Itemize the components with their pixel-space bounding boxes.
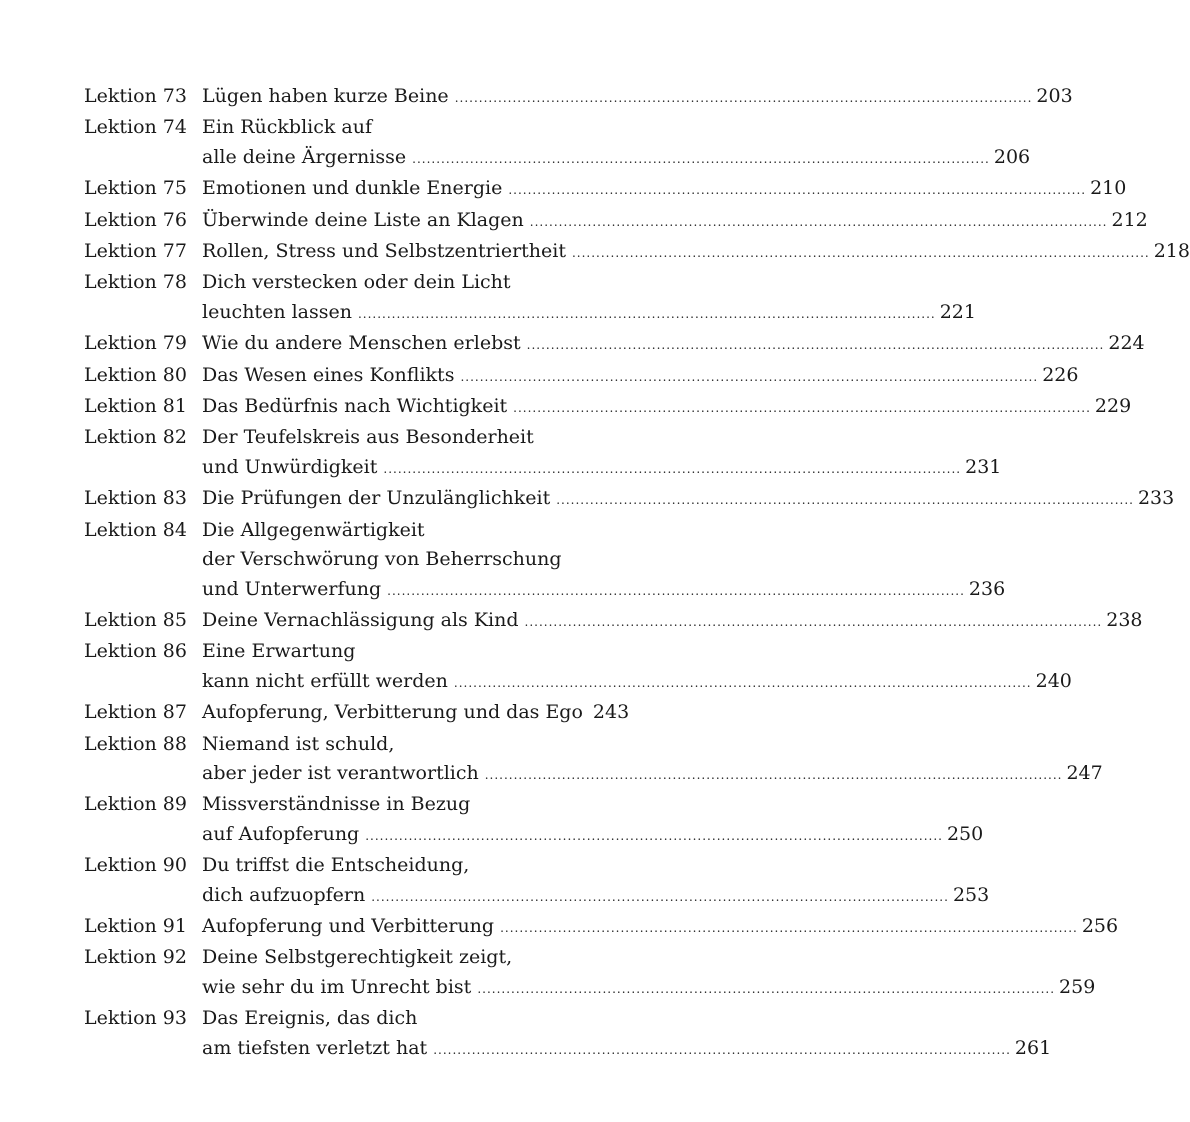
lesson-title-last-line xyxy=(202,973,1096,1004)
lesson-title-line: am tiefsten verletzt hat xyxy=(202,1036,428,1059)
lesson-title-last-line xyxy=(202,698,629,729)
lesson-title-last-line xyxy=(202,237,1190,268)
lesson-title xyxy=(202,361,1079,392)
lesson-title xyxy=(202,730,1103,791)
dot-leader: ........................................................................................................................ xyxy=(526,338,1105,353)
page-number: 221 xyxy=(939,300,976,323)
toc-entry[interactable] xyxy=(84,851,990,912)
lesson-number: Lektion 87 xyxy=(84,701,187,724)
lesson-title-line: wie sehr du im Unrecht bist xyxy=(202,975,472,998)
lesson-title-line: Deine Selbstgerechtigkeit zeigt, xyxy=(202,946,513,969)
lesson-title xyxy=(202,1004,1052,1065)
dot-leader: ........................................................................................................................ xyxy=(524,614,1103,629)
lesson-title-last-line xyxy=(202,329,1145,360)
lesson-title xyxy=(202,423,1002,484)
lesson-title-line: Die Prüfungen der Unzulänglichkeit xyxy=(202,487,551,510)
dot-leader: ........................................................................................................................ xyxy=(460,369,1039,384)
toc-entry[interactable] xyxy=(84,730,1103,791)
page-number: 210 xyxy=(1090,177,1127,200)
lesson-number: Lektion 74 xyxy=(84,116,187,139)
toc-entry[interactable] xyxy=(84,790,984,851)
dot-leader: ........................................................................................................................ xyxy=(571,246,1150,261)
lesson-title-line: Emotionen und dunkle Energie xyxy=(202,177,503,200)
lesson-number: Lektion 82 xyxy=(84,426,187,449)
dot-leader: ........................................................................................................................ xyxy=(556,493,1134,508)
lesson-title xyxy=(202,484,1175,515)
toc-entry[interactable] xyxy=(84,174,1127,205)
dot-leader: ........................................................................................................................ xyxy=(387,583,965,598)
lesson-title-line: Niemand ist schuld, xyxy=(202,732,395,755)
lesson-title-last-line xyxy=(202,298,976,329)
lesson-title-line: Lügen haben kurze Beine xyxy=(202,85,449,107)
toc-entry[interactable] xyxy=(84,637,1072,698)
toc-entry[interactable] xyxy=(84,113,1031,174)
lesson-title-last-line xyxy=(202,575,1006,606)
lesson-number: Lektion 84 xyxy=(84,518,187,541)
page-number: 253 xyxy=(952,883,990,906)
lesson-title-line: Ein Rückblick auf xyxy=(202,116,373,139)
lesson-title-last-line xyxy=(202,1034,1052,1065)
toc-entry[interactable] xyxy=(84,943,1096,1004)
lesson-title xyxy=(202,912,1119,943)
lesson-title xyxy=(202,606,1143,637)
lesson-title-line: und Unterwerfung xyxy=(202,577,382,600)
page-number: 231 xyxy=(965,455,1002,478)
toc-entry[interactable] xyxy=(84,392,1132,423)
dot-leader: ........................................................................................................................ xyxy=(500,920,1078,935)
lesson-title-line: Wie du andere Menschen erlebst xyxy=(202,332,521,355)
lesson-title-last-line xyxy=(202,484,1175,515)
lesson-title-line: Das Wesen eines Konflikts xyxy=(202,363,455,386)
toc-entry[interactable] xyxy=(84,1004,1052,1065)
toc-entry[interactable] xyxy=(84,484,1175,515)
lesson-title xyxy=(202,516,1006,606)
lesson-title-line: Der Teufelskreis aus Besonderheit xyxy=(202,426,534,449)
lesson-number: Lektion 73 xyxy=(84,85,187,107)
page-number: 259 xyxy=(1059,975,1096,998)
lesson-number: Lektion 79 xyxy=(84,332,187,355)
lesson-title xyxy=(202,268,976,329)
lesson-title-last-line xyxy=(202,143,1031,174)
toc-entry[interactable] xyxy=(84,516,1006,606)
lesson-title-line: Rollen, Stress und Selbstzentriertheit xyxy=(202,240,566,263)
lesson-title xyxy=(202,790,984,851)
lesson-number: Lektion 75 xyxy=(84,177,187,200)
toc-entry[interactable] xyxy=(84,237,1190,268)
lesson-title-last-line xyxy=(202,759,1103,790)
toc-entry[interactable] xyxy=(84,361,1079,392)
lesson-title-line: Eine Erwartung xyxy=(202,640,356,663)
lesson-title-last-line xyxy=(202,206,1148,237)
dot-leader: ........................................................................................................................ xyxy=(453,675,1032,690)
lesson-title-line: Aufopferung und Verbitterung xyxy=(202,914,495,937)
page-number: 229 xyxy=(1094,395,1132,418)
lesson-title-last-line xyxy=(202,174,1127,205)
page-number: 218 xyxy=(1153,240,1190,263)
dot-leader: ........................................................................................................................ xyxy=(365,828,943,843)
lesson-number: Lektion 89 xyxy=(84,793,187,816)
dot-leader: ........................................................................................................................ xyxy=(508,183,1087,198)
page-number: 250 xyxy=(946,822,984,845)
lesson-number: Lektion 93 xyxy=(84,1007,187,1030)
toc-entry[interactable] xyxy=(84,82,1073,113)
page-number: 203 xyxy=(1036,85,1073,107)
dot-leader: ........................................................................................................................ xyxy=(371,889,949,904)
toc-entry[interactable] xyxy=(84,912,1119,943)
lesson-number: Lektion 77 xyxy=(84,240,187,263)
dot-leader: ........................................................................................................................ xyxy=(412,151,990,166)
lesson-title xyxy=(202,392,1132,423)
page-number: 236 xyxy=(968,577,1006,600)
toc-entry[interactable] xyxy=(84,423,1002,484)
lesson-title-last-line xyxy=(202,667,1072,698)
lesson-title-line: Aufopferung, Verbitterung und das Ego xyxy=(202,701,583,724)
lesson-title-line: aber jeder ist verantwortlich xyxy=(202,761,479,784)
lesson-title xyxy=(202,174,1127,205)
dot-leader: ........................................................................................................................ xyxy=(484,767,1063,782)
lesson-title xyxy=(202,637,1072,698)
lesson-number: Lektion 85 xyxy=(84,608,187,631)
lesson-title-line: dich aufzuopfern xyxy=(202,883,366,906)
lesson-title-line: Missverständnisse in Bezug xyxy=(202,793,471,816)
page-number: 224 xyxy=(1108,332,1145,355)
lesson-title xyxy=(202,206,1148,237)
lesson-number: Lektion 90 xyxy=(84,854,187,877)
lesson-title-line: Das Bedürfnis nach Wichtigkeit xyxy=(202,395,508,418)
dot-leader: ........................................................................................................................ xyxy=(477,981,1056,996)
page-number: 247 xyxy=(1066,761,1103,784)
lesson-number: Lektion 92 xyxy=(84,946,187,969)
lesson-number: Lektion 88 xyxy=(84,732,187,755)
lesson-title-last-line xyxy=(202,453,1002,484)
lesson-title-last-line xyxy=(202,606,1143,637)
dot-leader: ........................................................................................................................ xyxy=(513,401,1091,416)
page-number: 243 xyxy=(592,701,630,724)
page-number: 256 xyxy=(1081,914,1119,937)
lesson-title xyxy=(202,329,1145,360)
lesson-title-line: Du triffst die Entscheidung, xyxy=(202,854,470,877)
lesson-title-line: alle deine Ärgernisse xyxy=(202,145,407,168)
page-number: 261 xyxy=(1014,1036,1052,1059)
lesson-title-line: kann nicht erfüllt werden xyxy=(202,669,448,692)
lesson-title xyxy=(202,113,1031,174)
lesson-title-line: und Unwürdigkeit xyxy=(202,455,378,478)
lesson-number: Lektion 78 xyxy=(84,271,187,294)
dot-leader: ........................................................................................................................ xyxy=(433,1042,1011,1057)
page-number: 233 xyxy=(1137,487,1175,510)
lesson-title-line: leuchten lassen xyxy=(202,300,352,323)
lesson-title xyxy=(202,82,1073,113)
lesson-title-line: Die Allgegenwärtigkeit xyxy=(202,518,425,541)
lesson-title-line: Überwinde deine Liste an Klagen xyxy=(202,208,524,231)
lesson-title xyxy=(202,943,1096,1004)
lesson-title-last-line xyxy=(202,912,1119,943)
lesson-title-line: auf Aufopferung xyxy=(202,822,360,845)
lesson-title-last-line xyxy=(202,881,990,912)
lesson-title-line: Das Ereignis, das dich xyxy=(202,1007,418,1030)
lesson-number: Lektion 83 xyxy=(84,487,187,510)
lesson-title-line: Dich verstecken oder dein Licht xyxy=(202,271,511,294)
lesson-title-last-line xyxy=(202,82,1073,113)
lesson-title xyxy=(202,698,629,729)
dot-leader: ........................................................................................................................ xyxy=(529,214,1108,229)
lesson-title xyxy=(202,851,990,912)
dot-leader: ........................................................................................................................ xyxy=(357,306,936,321)
lesson-number: Lektion 91 xyxy=(84,914,187,937)
lesson-number: Lektion 76 xyxy=(84,208,187,231)
page-number: 226 xyxy=(1042,363,1079,386)
toc-entry[interactable] xyxy=(84,206,1148,237)
lesson-number: Lektion 80 xyxy=(84,363,187,386)
dot-leader: ........................................................................................................................ xyxy=(454,91,1033,105)
toc-entry[interactable] xyxy=(84,606,1143,637)
table-of-contents xyxy=(84,82,1190,1065)
lesson-number: Lektion 86 xyxy=(84,640,187,663)
page-number: 240 xyxy=(1035,669,1072,692)
toc-entry[interactable] xyxy=(84,698,629,729)
page-number: 212 xyxy=(1111,208,1148,231)
page-number: 238 xyxy=(1106,608,1143,631)
dot-leader: ........................................................................................................................ xyxy=(383,461,962,476)
lesson-title-line: Deine Vernachlässigung als Kind xyxy=(202,608,519,631)
lesson-title-last-line xyxy=(202,361,1079,392)
lesson-title-last-line xyxy=(202,392,1132,423)
lesson-title xyxy=(202,237,1190,268)
page-number: 206 xyxy=(993,145,1031,168)
toc-entry[interactable] xyxy=(84,268,976,329)
lesson-number: Lektion 81 xyxy=(84,395,187,418)
toc-entry[interactable] xyxy=(84,329,1145,360)
lesson-title-line: der Verschwörung von Beherrschung xyxy=(202,548,562,571)
lesson-title-last-line xyxy=(202,820,984,851)
